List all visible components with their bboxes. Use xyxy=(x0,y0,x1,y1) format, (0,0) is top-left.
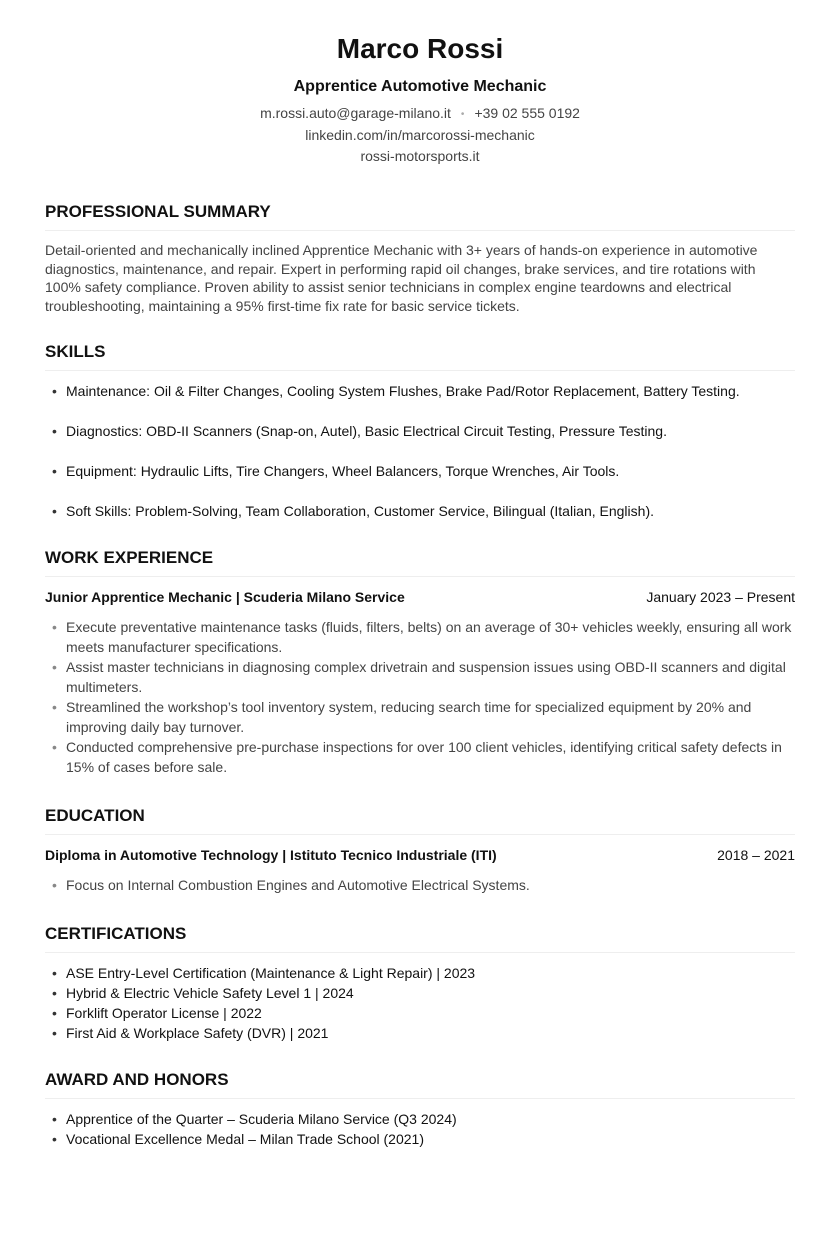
phone-number[interactable]: +39 02 555 0192 xyxy=(474,105,580,121)
resume-page xyxy=(45,0,795,1147)
skill-item: • Maintenance: Oil & Filter Changes, Cooling System Flushes, Brake Pad/Rotor Replacement, Battery Testing. xyxy=(45,381,795,401)
linkedin-link[interactable]: linkedin.com/in/marcorossi-mechanic xyxy=(305,127,535,143)
education-bullets xyxy=(45,875,795,895)
experience-heading: WORK EXPERIENCE xyxy=(45,547,795,577)
experience-bullet: • Assist master technicians in diagnosing complex drivetrain and suspension issues using OBD-II scanners and digital multimeters. xyxy=(45,657,795,697)
degree-title: Diploma in Automotive Technology | Istituto Tecnico Industriale (ITI) xyxy=(45,847,497,863)
award-item: • Vocational Excellence Medal – Milan Trade School (2021) xyxy=(45,1129,795,1149)
awards-section xyxy=(45,1069,795,1149)
experience-bullet: • Streamlined the workshop’s tool inventory system, reducing search time for specialized equipment by 20% and improving daily bay turnover. xyxy=(45,697,795,737)
resume-header xyxy=(45,0,795,167)
certifications-section xyxy=(45,923,795,1043)
job-title: Apprentice Automotive Mechanic xyxy=(293,78,547,95)
website-link[interactable]: rossi-motorsports.it xyxy=(360,148,480,164)
job-date: January 2023 – Present xyxy=(646,589,795,605)
education-section xyxy=(45,805,795,895)
experience-bullet: • Conducted comprehensive pre-purchase inspections for over 100 client vehicles, identifying critical safety defects in 15% of cases before sale. xyxy=(45,737,795,777)
education-bullet: • Focus on Internal Combustion Engines and Automotive Electrical Systems. xyxy=(45,875,795,895)
certification-item: • Hybrid & Electric Vehicle Safety Level 1 | 2024 xyxy=(45,983,795,1003)
job-header xyxy=(45,587,795,607)
experience-section xyxy=(45,547,795,777)
skill-item: • Equipment: Hydraulic Lifts, Tire Changers, Wheel Balancers, Torque Wrenches, Air Tools. xyxy=(45,461,795,481)
education-heading: EDUCATION xyxy=(45,805,795,835)
skills-section xyxy=(45,341,795,521)
skill-item: • Soft Skills: Problem-Solving, Team Collaboration, Customer Service, Bilingual (Italian, English). xyxy=(45,501,795,521)
candidate-name: Marco Rossi xyxy=(336,33,504,64)
job-role: Junior Apprentice Mechanic | Scuderia Milano Service xyxy=(45,589,405,605)
certification-item: • First Aid & Workplace Safety (DVR) | 2021 xyxy=(45,1023,795,1043)
certification-item: • Forklift Operator License | 2022 xyxy=(45,1003,795,1023)
awards-list xyxy=(45,1109,795,1149)
certifications-heading: CERTIFICATIONS xyxy=(45,923,795,953)
contact-line-primary xyxy=(45,103,795,125)
skills-list xyxy=(45,381,795,521)
award-item: • Apprentice of the Quarter – Scuderia Milano Service (Q3 2024) xyxy=(45,1109,795,1129)
summary-heading: PROFESSIONAL SUMMARY xyxy=(45,201,795,231)
summary-text: Detail-oriented and mechanically inclined Apprentice Mechanic with 3+ years of hands-on experience in automotive diagnostics, maintenance, and repair. Expert in performing rapid oil changes, brake services, and tire rotations with 100% safety compliance. Proven ability to assist senior technicians in complex engine teardowns and electrical troubleshooting, maintaining a 95% first-time fix rate for basic service tickets. xyxy=(45,242,758,314)
certifications-list xyxy=(45,963,795,1043)
awards-heading: AWARD AND HONORS xyxy=(45,1069,795,1099)
education-header xyxy=(45,845,795,865)
experience-bullet: • Execute preventative maintenance tasks (fluids, filters, belts) on an average of 30+ vehicles weekly, ensuring all work meets manufacturer specifications. xyxy=(45,617,795,657)
skill-item: • Diagnostics: OBD-II Scanners (Snap-on, Autel), Basic Electrical Circuit Testing, Pressure Testing. xyxy=(45,421,795,441)
experience-bullets xyxy=(45,617,795,777)
contact-separator: • xyxy=(460,109,465,120)
summary-section xyxy=(45,201,795,315)
email-link[interactable]: m.rossi.auto@garage-milano.it xyxy=(260,105,451,121)
education-date: 2018 – 2021 xyxy=(717,847,795,863)
certification-item: • ASE Entry-Level Certification (Maintenance & Light Repair) | 2023 xyxy=(45,963,795,983)
skills-heading: SKILLS xyxy=(45,341,795,371)
